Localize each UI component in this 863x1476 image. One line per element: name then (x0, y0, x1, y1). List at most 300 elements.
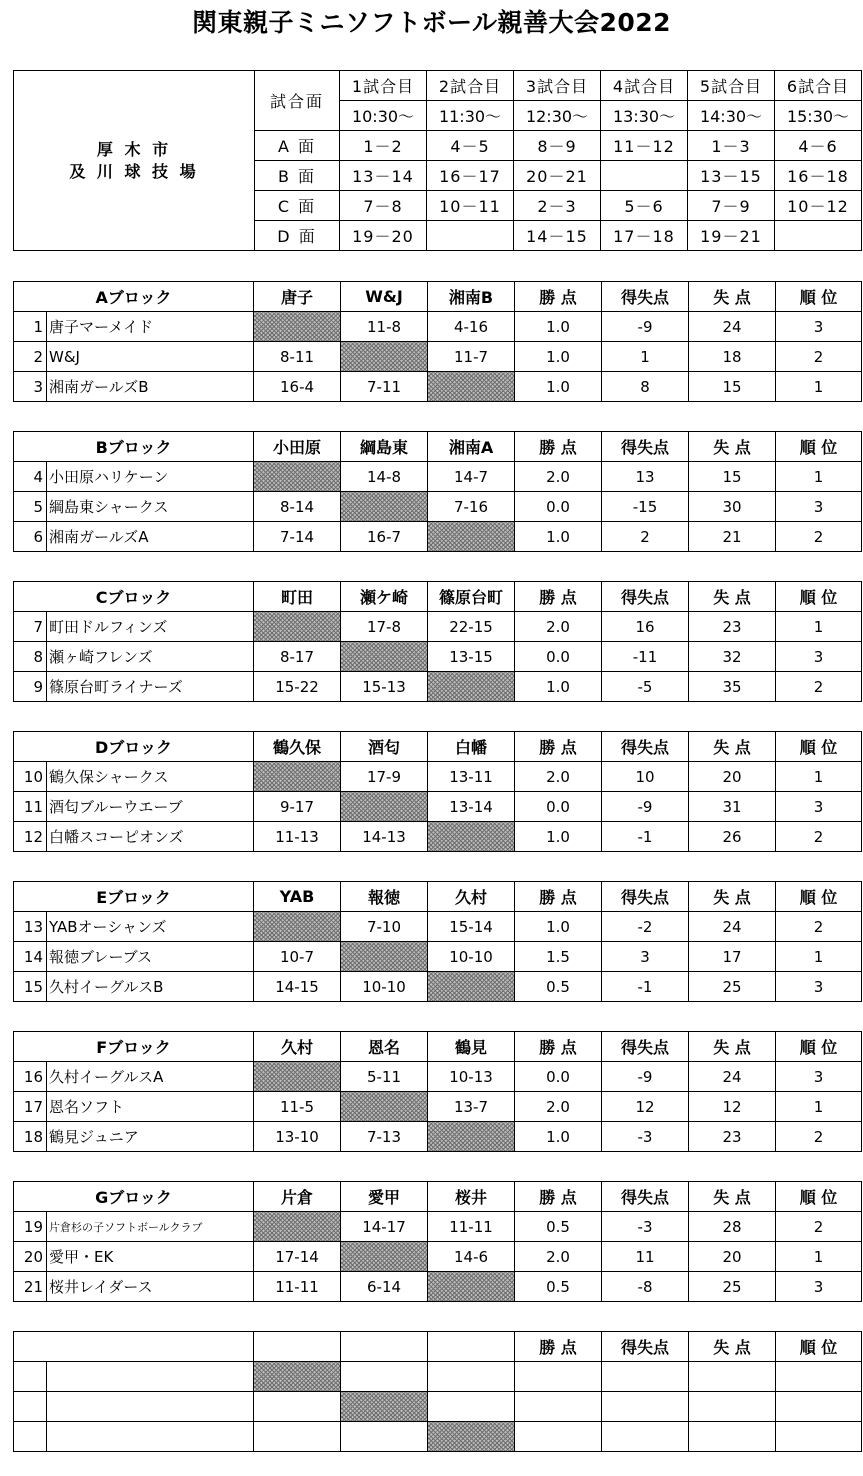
team-number: 17 (14, 1092, 47, 1122)
result-cell: 8-17 (254, 642, 341, 672)
runs-allowed: 25 (689, 1272, 776, 1302)
opponent-header: 唐子 (254, 282, 341, 312)
team-row (14, 972, 862, 1002)
runs-allowed: 32 (689, 642, 776, 672)
stat-header: 勝 点 (515, 882, 602, 912)
stat-header: 順 位 (776, 582, 862, 612)
team-name: 鶴久保シャークス (47, 762, 254, 792)
team-number: 21 (14, 1272, 47, 1302)
win-points: 1.0 (515, 372, 602, 402)
stat-header: 勝 点 (515, 582, 602, 612)
rank: 1 (776, 462, 862, 492)
court-label: A 面 (255, 131, 340, 161)
opponent-header: 片倉 (254, 1182, 341, 1212)
opponent-header: 久村 (428, 882, 515, 912)
run-difference: 2 (602, 522, 689, 552)
stat-header: 得失点 (602, 1182, 689, 1212)
block-table-h (13, 1331, 862, 1452)
result-cell: 11-13 (254, 822, 341, 852)
match-cell (775, 221, 862, 251)
win-points: 1.0 (515, 342, 602, 372)
result-cell: 11-8 (341, 312, 428, 342)
result-cell (428, 1392, 515, 1422)
run-difference: -1 (602, 972, 689, 1002)
rank: 2 (776, 1212, 862, 1242)
result-cell: 7-16 (428, 492, 515, 522)
block-header-row (14, 582, 862, 612)
game-label: 6試合目 (775, 71, 862, 101)
stat-header: 失 点 (689, 882, 776, 912)
block-table-g (13, 1181, 862, 1302)
match-cell: 13－15 (688, 161, 775, 191)
team-number: 7 (14, 612, 47, 642)
match-cell (427, 221, 514, 251)
rank: 3 (776, 1272, 862, 1302)
result-cell: 13-10 (254, 1122, 341, 1152)
opponent-header: 町田 (254, 582, 341, 612)
team-name: 恩名ソフト (47, 1092, 254, 1122)
team-row (14, 792, 862, 822)
runs-allowed: 26 (689, 822, 776, 852)
result-cell: 13-14 (428, 792, 515, 822)
block-header-row (14, 1182, 862, 1212)
opponent-header (428, 1332, 515, 1362)
result-cell: 16-4 (254, 372, 341, 402)
result-cell: 7-10 (341, 912, 428, 942)
result-cell: 14-8 (341, 462, 428, 492)
stat-header: 失 点 (689, 1182, 776, 1212)
opponent-header: W&J (341, 282, 428, 312)
result-cell: 15-13 (341, 672, 428, 702)
team-name: W&J (47, 342, 254, 372)
rank: 2 (776, 1122, 862, 1152)
run-difference: 3 (602, 942, 689, 972)
game-time: 15:30～ (775, 101, 862, 131)
result-cell: 15-22 (254, 672, 341, 702)
result-cell: 6-14 (341, 1272, 428, 1302)
opponent-header: 綱島東 (341, 432, 428, 462)
self-match-cell (254, 1362, 341, 1392)
team-number: 9 (14, 672, 47, 702)
team-row (14, 1062, 862, 1092)
opponent-header: 愛甲 (341, 1182, 428, 1212)
stat-header: 失 点 (689, 432, 776, 462)
stat-header: 失 点 (689, 582, 776, 612)
rank (776, 1422, 862, 1452)
match-cell: 4－5 (427, 131, 514, 161)
team-name (47, 1422, 254, 1452)
win-points: 1.0 (515, 312, 602, 342)
stat-header: 失 点 (689, 732, 776, 762)
runs-allowed (689, 1362, 776, 1392)
team-number: 14 (14, 942, 47, 972)
rank (776, 1362, 862, 1392)
run-difference: -5 (602, 672, 689, 702)
team-row (14, 762, 862, 792)
block-name: Eブロック (14, 882, 254, 912)
self-match-cell (254, 612, 341, 642)
team-row (14, 312, 862, 342)
self-match-cell (254, 912, 341, 942)
opponent-header: 篠原台町 (428, 582, 515, 612)
result-cell (428, 1362, 515, 1392)
opponent-header (254, 1332, 341, 1362)
match-cell: 20－21 (514, 161, 601, 191)
stat-header: 順 位 (776, 1182, 862, 1212)
team-number (14, 1362, 47, 1392)
team-row (14, 462, 862, 492)
result-cell: 22-15 (428, 612, 515, 642)
result-cell: 16-7 (341, 522, 428, 552)
runs-allowed: 35 (689, 672, 776, 702)
stat-header: 得失点 (602, 582, 689, 612)
runs-allowed: 28 (689, 1212, 776, 1242)
stat-header: 失 点 (689, 1032, 776, 1062)
block-table-c (13, 581, 862, 702)
team-row (14, 912, 862, 942)
stat-header: 勝 点 (515, 282, 602, 312)
win-points: 0.5 (515, 972, 602, 1002)
self-match-cell (428, 822, 515, 852)
team-number: 13 (14, 912, 47, 942)
runs-allowed: 12 (689, 1092, 776, 1122)
match-cell: 8－9 (514, 131, 601, 161)
team-name: 鶴見ジュニア (47, 1122, 254, 1152)
run-difference: -3 (602, 1122, 689, 1152)
block-name: Bブロック (14, 432, 254, 462)
self-match-cell (341, 792, 428, 822)
runs-allowed: 23 (689, 1122, 776, 1152)
court-header: 試合面 (255, 71, 340, 131)
block-header-row (14, 1032, 862, 1062)
result-cell: 15-14 (428, 912, 515, 942)
court-label: D 面 (255, 221, 340, 251)
self-match-cell (254, 762, 341, 792)
schedule-table (13, 70, 862, 251)
match-cell: 14－15 (514, 221, 601, 251)
result-cell: 9-17 (254, 792, 341, 822)
game-time: 14:30～ (688, 101, 775, 131)
run-difference (602, 1392, 689, 1422)
run-difference: -9 (602, 792, 689, 822)
match-cell: 2－3 (514, 191, 601, 221)
opponent-header: 恩名 (341, 1032, 428, 1062)
result-cell: 13-7 (428, 1092, 515, 1122)
rank: 2 (776, 912, 862, 942)
result-cell: 10-7 (254, 942, 341, 972)
match-cell: 1－3 (688, 131, 775, 161)
game-time: 12:30～ (514, 101, 601, 131)
self-match-cell (341, 1092, 428, 1122)
venue-cell (14, 71, 255, 251)
team-row (14, 492, 862, 522)
runs-allowed: 20 (689, 1242, 776, 1272)
team-row (14, 942, 862, 972)
self-match-cell (341, 492, 428, 522)
run-difference: 8 (602, 372, 689, 402)
self-match-cell (341, 942, 428, 972)
stat-header: 得失点 (602, 432, 689, 462)
runs-allowed (689, 1422, 776, 1452)
self-match-cell (341, 1392, 428, 1422)
block-header-row (14, 882, 862, 912)
stat-header: 順 位 (776, 732, 862, 762)
run-difference: 13 (602, 462, 689, 492)
match-cell: 7－9 (688, 191, 775, 221)
stat-header: 順 位 (776, 1332, 862, 1362)
opponent-header (341, 1332, 428, 1362)
team-row (14, 342, 862, 372)
stat-header: 順 位 (776, 882, 862, 912)
run-difference: -9 (602, 312, 689, 342)
stat-header: 得失点 (602, 1032, 689, 1062)
match-cell: 19－20 (340, 221, 427, 251)
block-header-row (14, 282, 862, 312)
block-table-a (13, 281, 862, 402)
block-header-row (14, 732, 862, 762)
self-match-cell (428, 1272, 515, 1302)
run-difference: -1 (602, 822, 689, 852)
team-name (47, 1362, 254, 1392)
stat-header: 得失点 (602, 282, 689, 312)
runs-allowed: 17 (689, 942, 776, 972)
stat-header: 勝 点 (515, 1032, 602, 1062)
result-cell: 7-11 (341, 372, 428, 402)
team-row (14, 1422, 862, 1452)
team-row (14, 1392, 862, 1422)
runs-allowed: 24 (689, 312, 776, 342)
team-row (14, 642, 862, 672)
result-cell (254, 1422, 341, 1452)
result-cell (254, 1392, 341, 1422)
game-label: 4試合目 (601, 71, 688, 101)
rank: 2 (776, 672, 862, 702)
team-number: 10 (14, 762, 47, 792)
opponent-header: 瀬ケ崎 (341, 582, 428, 612)
team-number: 2 (14, 342, 47, 372)
win-points: 2.0 (515, 462, 602, 492)
win-points: 1.0 (515, 672, 602, 702)
match-cell: 10－12 (775, 191, 862, 221)
team-number: 11 (14, 792, 47, 822)
win-points: 1.0 (515, 522, 602, 552)
block-name: Fブロック (14, 1032, 254, 1062)
run-difference: 10 (602, 762, 689, 792)
block-name: Gブロック (14, 1182, 254, 1212)
stat-header: 得失点 (602, 1332, 689, 1362)
win-points (515, 1422, 602, 1452)
team-row (14, 672, 862, 702)
page-title: 関東親子ミニソフトボール親善大会2022 (191, 8, 672, 37)
team-row (14, 612, 862, 642)
team-name: YABオーシャンズ (47, 912, 254, 942)
run-difference: -2 (602, 912, 689, 942)
team-number (14, 1422, 47, 1452)
block-table-f (13, 1031, 862, 1152)
runs-allowed: 15 (689, 372, 776, 402)
team-name: 湘南ガールズA (47, 522, 254, 552)
result-cell: 10-10 (341, 972, 428, 1002)
team-name: 報徳ブレーブス (47, 942, 254, 972)
opponent-header: YAB (254, 882, 341, 912)
stat-header: 得失点 (602, 732, 689, 762)
win-points: 1.5 (515, 942, 602, 972)
opponent-header: 鶴見 (428, 1032, 515, 1062)
team-name: 綱島東シャークス (47, 492, 254, 522)
venue-city: 厚 木 市 (96, 139, 172, 159)
rank: 2 (776, 522, 862, 552)
team-row (14, 1212, 862, 1242)
team-number: 12 (14, 822, 47, 852)
block-header-row (14, 432, 862, 462)
win-points: 1.0 (515, 912, 602, 942)
team-number: 16 (14, 1062, 47, 1092)
team-name: 愛甲・EK (47, 1242, 254, 1272)
self-match-cell (254, 1212, 341, 1242)
run-difference: -8 (602, 1272, 689, 1302)
team-number: 15 (14, 972, 47, 1002)
rank: 1 (776, 762, 862, 792)
stat-header: 順 位 (776, 1032, 862, 1062)
stat-header: 順 位 (776, 432, 862, 462)
win-points: 2.0 (515, 762, 602, 792)
win-points: 2.0 (515, 1242, 602, 1272)
opponent-header: 報徳 (341, 882, 428, 912)
run-difference (602, 1362, 689, 1392)
team-row (14, 372, 862, 402)
match-cell: 17－18 (601, 221, 688, 251)
result-cell: 17-9 (341, 762, 428, 792)
self-match-cell (254, 312, 341, 342)
game-time: 10:30～ (340, 101, 427, 131)
stat-header: 失 点 (689, 1332, 776, 1362)
win-points: 2.0 (515, 1092, 602, 1122)
run-difference: 1 (602, 342, 689, 372)
team-name: 片倉杉の子ソフトボールクラブ (47, 1212, 254, 1242)
team-number (14, 1392, 47, 1422)
self-match-cell (428, 522, 515, 552)
court-label: B 面 (255, 161, 340, 191)
result-cell: 17-14 (254, 1242, 341, 1272)
opponent-header: 鶴久保 (254, 732, 341, 762)
runs-allowed: 30 (689, 492, 776, 522)
team-name: 久村イーグルスB (47, 972, 254, 1002)
runs-allowed: 24 (689, 1062, 776, 1092)
rank: 3 (776, 792, 862, 822)
team-number: 18 (14, 1122, 47, 1152)
rank: 2 (776, 822, 862, 852)
opponent-header: 小田原 (254, 432, 341, 462)
opponent-header: 白幡 (428, 732, 515, 762)
result-cell: 7-14 (254, 522, 341, 552)
rank: 3 (776, 492, 862, 522)
win-points: 1.0 (515, 822, 602, 852)
block-table-d (13, 731, 862, 852)
result-cell: 14-17 (341, 1212, 428, 1242)
game-label: 5試合目 (688, 71, 775, 101)
result-cell: 14-13 (341, 822, 428, 852)
block-name: Dブロック (14, 732, 254, 762)
opponent-header: 湘南B (428, 282, 515, 312)
runs-allowed: 18 (689, 342, 776, 372)
win-points (515, 1392, 602, 1422)
match-cell: 11－12 (601, 131, 688, 161)
self-match-cell (341, 342, 428, 372)
team-number: 3 (14, 372, 47, 402)
venue-field: 及 川 球 技 場 (69, 161, 199, 181)
run-difference: -3 (602, 1212, 689, 1242)
court-label: C 面 (255, 191, 340, 221)
rank: 1 (776, 1242, 862, 1272)
match-cell: 19－21 (688, 221, 775, 251)
opponent-header: 桜井 (428, 1182, 515, 1212)
result-cell: 13-15 (428, 642, 515, 672)
run-difference: -9 (602, 1062, 689, 1092)
self-match-cell (428, 372, 515, 402)
result-cell: 11-7 (428, 342, 515, 372)
rank: 3 (776, 1062, 862, 1092)
result-cell: 8-11 (254, 342, 341, 372)
runs-allowed: 21 (689, 522, 776, 552)
block-header-row (14, 1332, 862, 1362)
win-points: 0.5 (515, 1212, 602, 1242)
match-cell: 7－8 (340, 191, 427, 221)
win-points: 2.0 (515, 612, 602, 642)
runs-allowed: 20 (689, 762, 776, 792)
self-match-cell (341, 642, 428, 672)
self-match-cell (254, 1062, 341, 1092)
team-row (14, 522, 862, 552)
win-points (515, 1362, 602, 1392)
block-name (14, 1332, 254, 1362)
rank: 3 (776, 312, 862, 342)
result-cell: 13-11 (428, 762, 515, 792)
self-match-cell (428, 672, 515, 702)
runs-allowed: 23 (689, 612, 776, 642)
win-points: 1.0 (515, 1122, 602, 1152)
opponent-header: 湘南A (428, 432, 515, 462)
win-points: 0.0 (515, 1062, 602, 1092)
team-number: 6 (14, 522, 47, 552)
match-cell: 10－11 (427, 191, 514, 221)
result-cell: 11-11 (428, 1212, 515, 1242)
result-cell: 11-5 (254, 1092, 341, 1122)
team-row (14, 1092, 862, 1122)
stat-header: 失 点 (689, 282, 776, 312)
result-cell (341, 1422, 428, 1452)
runs-allowed: 24 (689, 912, 776, 942)
team-row (14, 1362, 862, 1392)
rank: 3 (776, 642, 862, 672)
self-match-cell (428, 1122, 515, 1152)
opponent-header: 酒匂 (341, 732, 428, 762)
result-cell (341, 1362, 428, 1392)
match-cell: 13－14 (340, 161, 427, 191)
win-points: 0.5 (515, 1272, 602, 1302)
team-name: 瀬ヶ崎フレンズ (47, 642, 254, 672)
result-cell: 14-7 (428, 462, 515, 492)
rank: 1 (776, 372, 862, 402)
stat-header: 勝 点 (515, 732, 602, 762)
result-cell: 17-8 (341, 612, 428, 642)
stat-header: 得失点 (602, 882, 689, 912)
block-table-e (13, 881, 862, 1002)
team-number: 4 (14, 462, 47, 492)
match-cell: 1－2 (340, 131, 427, 161)
result-cell: 5-11 (341, 1062, 428, 1092)
runs-allowed: 31 (689, 792, 776, 822)
team-name (47, 1392, 254, 1422)
